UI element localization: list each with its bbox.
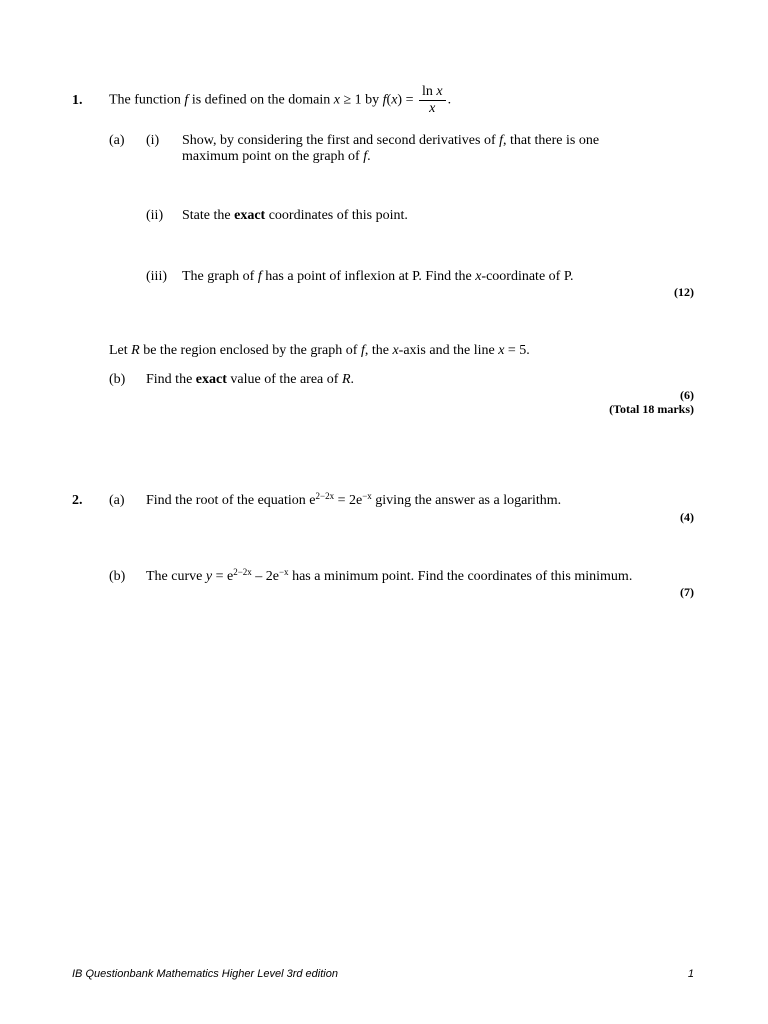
part-a-i-line1: Show, by considering the first and second derivatives of f, that there is one — [182, 133, 600, 148]
part-a-label: (a) — [109, 133, 125, 148]
part-b-text: Find the exact value of the area of R. — [146, 372, 354, 387]
part-a-ii-label: (ii) — [146, 208, 164, 223]
page-number: 1 — [687, 968, 694, 980]
question-1-intro: The function f is defined on the domain x ≥ 1 by f(x) = $\frac{\text{ln x}}{x}$ . — [109, 84, 452, 116]
q2-part-b-marks: (7) — [680, 585, 694, 599]
part-a-marks: (12) — [674, 285, 694, 299]
part-a-iii-text: The graph of f has a point of inflexion at P. Find the x-coordinate of P. — [182, 269, 574, 284]
function-fraction: $\frac{\text{ln x}}{x}$ — [419, 84, 446, 117]
part-b-marks: (6) — [680, 388, 694, 402]
q2-part-a-label: (a) — [109, 493, 125, 508]
region-definition: Let R be the region enclosed by the graph of f, the x-axis and the line x = 5. — [109, 343, 530, 358]
part-a-iii-label: (iii) — [146, 269, 167, 284]
footer-title: IB Questionbank Mathematics Higher Level 3rd edition — [72, 968, 338, 980]
q2-part-a-marks: (4) — [680, 510, 694, 524]
part-a-i-label: (i) — [146, 133, 160, 148]
part-a-i-line2: maximum point on the graph of f. — [182, 149, 371, 164]
q2-part-a-text: Find the root of the equation $e^{2-2x} = 2e^{-x}$ giving the answer as a logarithm. — [146, 491, 562, 508]
part-a-ii-text: State the exact coordinates of this point. — [182, 208, 408, 223]
question-1-number: 1. — [72, 93, 83, 108]
question-2-number: 2. — [72, 493, 83, 508]
part-b-label: (b) — [109, 372, 126, 387]
q2-part-b-text: The curve $y = e^{2-2x} - 2e^{-x}$ has a minimum point. Find the coordinates of this minimum. — [146, 567, 633, 584]
question-1-total: (Total 18 marks) — [609, 402, 694, 416]
q2-part-b-label: (b) — [109, 569, 126, 584]
